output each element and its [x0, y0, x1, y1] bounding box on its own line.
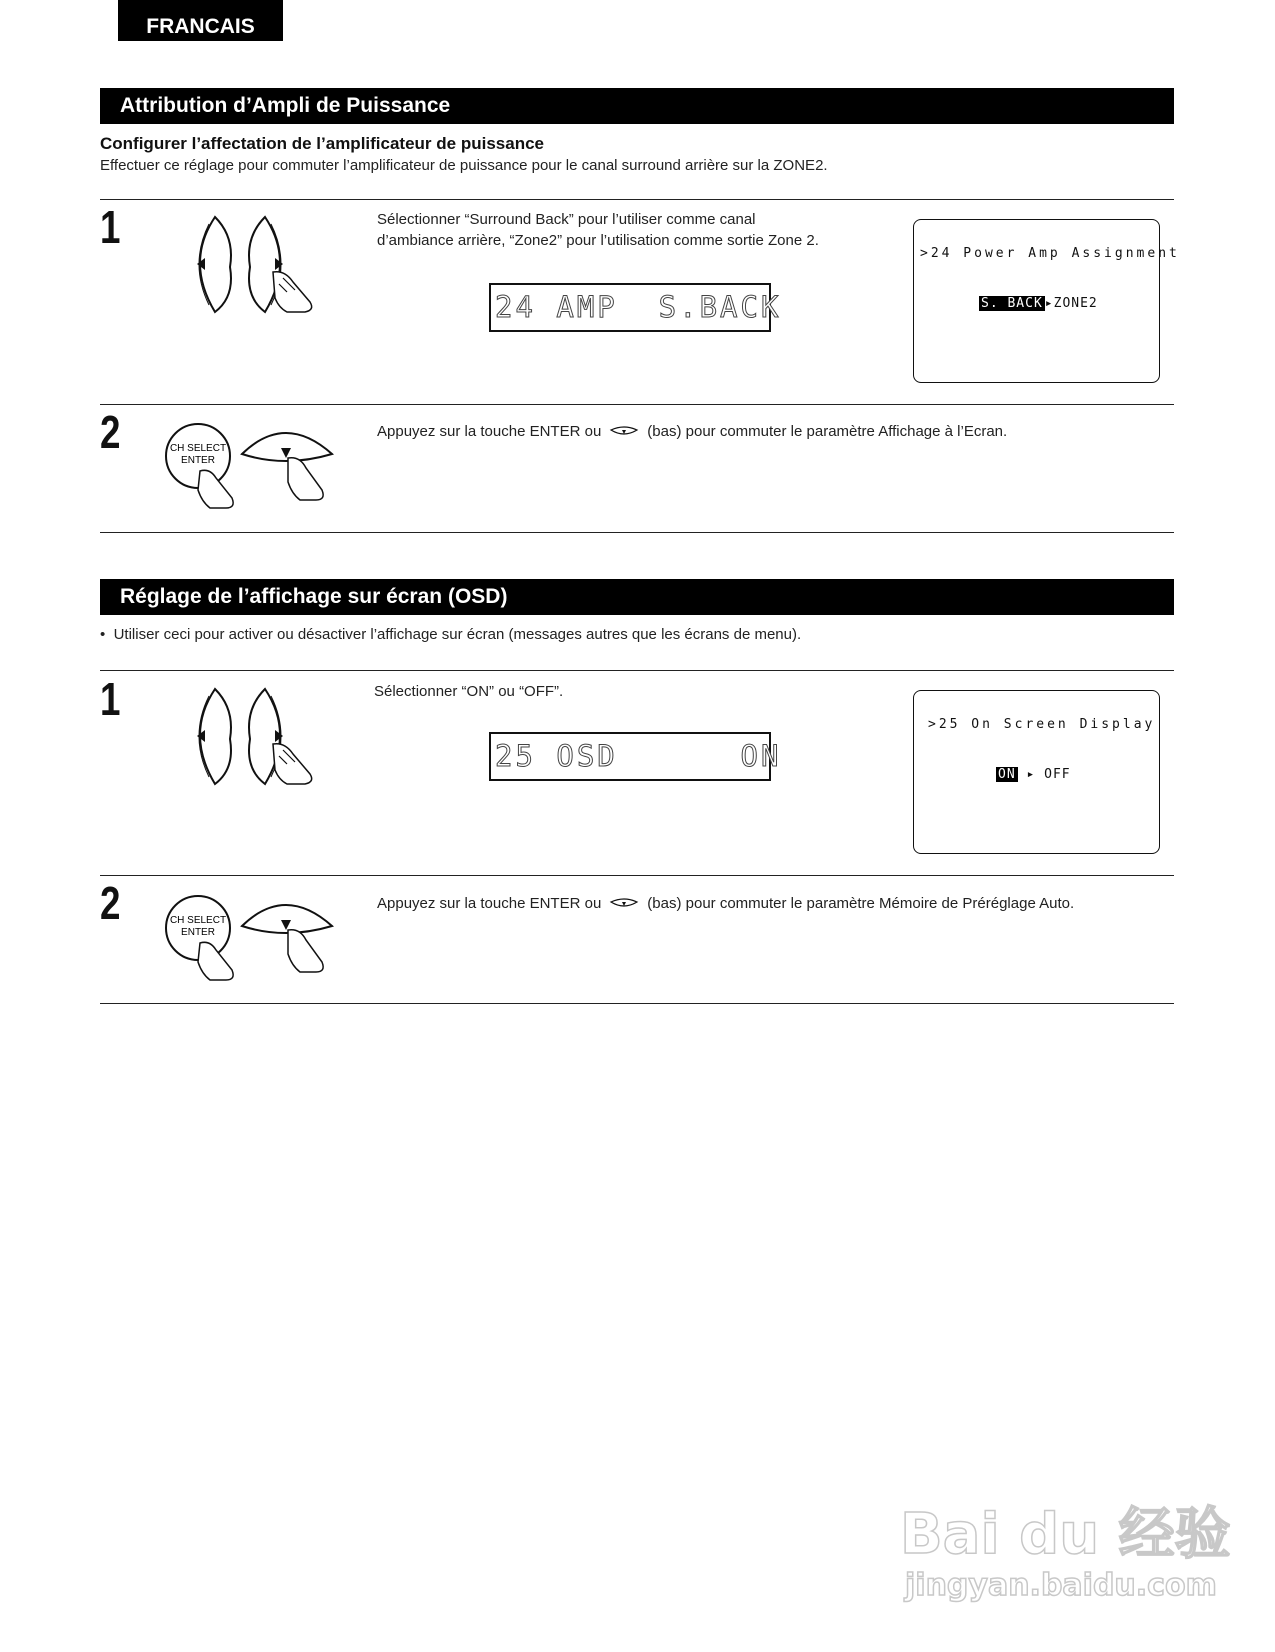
step-text: Sélectionner “ON” ou “OFF”.: [374, 683, 564, 700]
button-label: CH SELECT: [169, 443, 227, 454]
arrow-right-icon: ▸: [1044, 296, 1054, 311]
osd-selected-option: ON: [998, 767, 1016, 782]
button-label: CH SELECT: [169, 915, 227, 926]
osd-screen: [913, 690, 1160, 854]
watermark-brand: Bai du 经验: [900, 1502, 1231, 1567]
step-text-line: d’ambiance arrière, “Zone2” pour l’utilisation comme sortie Zone 2.: [377, 232, 819, 249]
divider: [100, 1003, 1174, 1004]
enter-down-buttons-icon: [160, 888, 350, 988]
step-number: 1: [100, 201, 121, 253]
osd-selected-option: S. BACK: [981, 296, 1043, 311]
step-text: Appuyez sur la touche ENTER ou (bas) pour commuter le paramètre Affichage à l’Ecran.: [377, 423, 1008, 440]
down-button-icon: [609, 898, 639, 910]
section-description: Effectuer ce réglage pour commuter l’amplificateur de puissance pour le canal surround arrière sur la ZONE2.: [100, 157, 828, 174]
left-right-buttons-icon: [175, 212, 345, 322]
watermark-url: jingyan.baidu.com: [905, 1568, 1217, 1603]
button-label: ENTER: [181, 455, 215, 466]
osd-options: [996, 767, 1071, 782]
section-title-osd: Réglage de l’affichage sur écran (OSD): [100, 579, 1174, 615]
bullet-item: • Utiliser ceci pour activer ou désactiver l’affichage sur écran (messages autres que les écrans de menu).: [100, 626, 802, 643]
enter-down-buttons-icon: [160, 416, 350, 516]
step-number: 1: [100, 673, 121, 725]
button-label: ENTER: [181, 927, 215, 938]
divider: [100, 875, 1174, 876]
divider: [100, 199, 1174, 200]
step-number: 2: [100, 406, 121, 458]
divider: [100, 404, 1174, 405]
language-tab: FRANCAIS: [118, 0, 283, 41]
osd-other-option: ZONE2: [1053, 296, 1098, 311]
lcd-display: 24 AMP S.BACK: [489, 283, 771, 332]
lcd-display: 25 OSD ON: [489, 732, 771, 781]
divider: [100, 532, 1174, 533]
step-number: 2: [100, 877, 121, 929]
divider: [100, 670, 1174, 671]
down-button-icon: [609, 426, 639, 438]
section-title-power-amp: Attribution d’Ampli de Puissance: [100, 88, 1174, 124]
osd-title: >25 On Screen Display: [928, 717, 1156, 732]
step-text-line: Sélectionner “Surround Back” pour l’utiliser comme canal: [377, 211, 756, 228]
osd-title: >24 Power Amp Assignment: [920, 246, 1180, 261]
step-text: Appuyez sur la touche ENTER ou (bas) pour commuter le paramètre Mémoire de Préréglage Auto.: [377, 895, 1075, 912]
left-right-buttons-icon: [175, 684, 345, 794]
osd-options: [979, 296, 1098, 311]
arrow-right-icon: ▸: [1026, 767, 1036, 782]
osd-other-option: OFF: [1044, 767, 1071, 782]
section-subtitle: Configurer l’affectation de l’amplificateur de puissance: [100, 134, 544, 153]
osd-screen: [913, 219, 1180, 383]
